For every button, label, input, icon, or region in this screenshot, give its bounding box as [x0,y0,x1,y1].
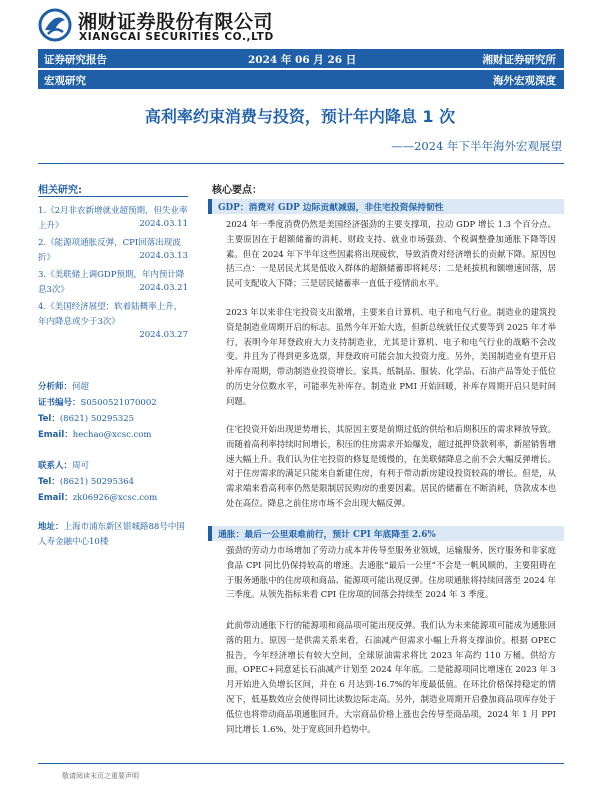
section-gdp-header [208,199,564,214]
related-item[interactable]: 4.《美国经济展望：软着陆概率上升，年内降息或少于3次》 [38,302,183,327]
related-item[interactable]: 2.《能源项通胀反弹，CPI回落出现波折》 [38,238,181,263]
section-inflation-title: 通胀：最后一公里艰难前行，预计 CPI 年底降至 2.6% [218,530,436,540]
gdp-paragraph-1: 2024 年一季度消费仍然是美国经济强劲的主要支撑项，拉动 GDP 增长 1.3 个百分点。主要原因在于超额储蓄的消耗、财政支持、就业市场强劲、个税调整叠加通胀下降等因素。但在 2024 年下半年这些因素将出现疲软，导致消费对经济增长的贡献下降。原因包括三点：一是居民尤其是低收入群体的超额储蓄即将耗尽；二是耗拔机和额增速回落，居民可支配收入下降；三是居民储蓄率一直低于疫情前水平。 [226,219,556,289]
disclaimer-note: 敬请阅读末页之重要声明 [62,772,139,780]
email-label: Email： [38,430,73,440]
related-item-date: 2024.03.21 [139,283,188,293]
contact-email-row [38,491,157,506]
section-inflation-header [208,526,564,541]
cert-row [38,396,157,411]
title-divider [38,163,564,164]
analyst-tel: (8621) 50295325 [59,414,135,424]
company-name-cn: 湘财证券股份有限公司 [78,11,274,33]
gdp-paragraph-3: 住宅投资开始出现逆势增长，其原因主要是前期过低的供给和后期积压的需求释放导致。而随着高利率持续时间增长，积压的住房需求开始爆发，超过抵押贷款利率，新屋销售增速大幅上升。我们认为住宅投资的修复是缓慢的，在美联储降息之前不会大幅反弹增长。对于住房需求的满足只能来自新建住房，有利于带动新房建设投资较高的增长。但是，从需求端来看高利率仍然是限制居民购房的重要因素。居民的储蓄在不断消耗，贷款成本也处在高位。降息之前住房市场不会出现大幅反弹。 [226,424,556,508]
analyst-email[interactable]: hechao@xcsc.com [72,430,152,440]
inflation-paragraph-1: 强劲的劳动力市场增加了劳动力成本并传导至服务业领域，运输服务、医疗服务和非家庭食品 CPI 同比仍保持较高的增速。去通胀“最后一公里”不会是一帆风顺的，主要阻碍在于服务通胀中的住房项和商品、能源项可能出现反弹。住房项通胀将持续回落至 2024 年三季度。从领先指标来看 CPI 住房项的回落会持续至 2024 年 3 季度。 [226,545,556,600]
email-label: Email： [38,493,73,503]
gdp-paragraph-2: 2023 年以来非住宅投资支出激增，主要来自计算机、电子和电气行业。制造业的建筑投资是制造业周期开启的标志。虽然今年开始大选，但新总统就任仪式要等到 2025 年才举行，表明今年拜登政府大力支持制造业，尤其是计算机、电子和电气行业的战略不会改变。并且为了得到更多选票，拜登政府可能会加大投资力度。另外，美国制造业有望开启补库存周期，带动制造业投资增长。家具、纸制品、服装、化学品、石油产品等处于低位的历史分位数水平，可能率先补库存。制造业 PMI 开始回暖，补库存周期开启只是时间问题。 [226,307,556,406]
related-item[interactable]: 3.《美联储上调GDP预期，年内预计降息3次》 [38,270,185,295]
tel-label: Tel： [38,414,60,424]
analyst-label: 分析师： [38,382,73,392]
header-band-bottom [38,70,564,89]
address-label: 地址： [38,522,64,532]
contact-row [38,459,89,474]
contact-name: 周可 [72,461,90,471]
research-subcategory: 海外宏观深度 [493,75,556,87]
contact-email[interactable]: zk06926@xcsc.com [72,493,158,503]
footer-divider [38,763,564,764]
related-research-heading: 相关研究: [38,185,82,196]
contact-tel: (8621) 50295364 [59,477,135,487]
cert-number: S0500521070002 [80,398,157,408]
report-title: 高利率约束消费与投资，预计年内降息 1 次 [144,107,456,126]
contact-label: 联系人： [38,461,73,471]
core-points-heading: 核心要点： [212,185,262,196]
analyst-row [38,380,89,395]
related-divider [38,196,188,197]
report-type: 证券研究报告 [44,54,107,66]
company-logo [38,8,72,42]
cert-label: 证书编号： [38,398,81,408]
research-category: 宏观研究 [44,75,86,87]
related-item[interactable]: 1.《2月非农新增就业超预期，但失业率上升》 [38,206,188,231]
report-subtitle: ——2024 年下半年海外宏观展望 [391,139,562,153]
address-text: 上海市浦东新区银城路88号中国人寿金融中心10楼 [38,522,185,547]
related-item-date: 2024.03.11 [139,219,188,229]
tel-row [38,412,134,427]
header-band-top [38,49,564,68]
address-block [38,520,190,550]
email-row [38,428,151,443]
analyst-name: 何超 [72,382,90,392]
inflation-paragraph-2: 此前带动通胀下行的能源项和商品项可能出现反弹。我们认为未来能源项可能成为通胀回落的阻力。原因一是供需关系来看，石油减产但需求小幅上升将支撑油价。根据 OPEC 报告，今年经济增长有较大空间，全球原油需求将比 2023 年高约 110 万桶。供给方面，OPEC+同意延长石油减产计划至 2024 年年底。二是能源项同比增速在 2023 年 3 月开始进入负增长区间，并在 6 月达到-16.7%的年度最低值。在环比价格保持稳定的情况下，低基数效应会使得同比读数边际走高。另外，制造业周期开启叠加商品项库存处于低位也将带动商品项通胀回升。大宗商品价格上涨也会传导至商品项，2024 年 1 月 PPI 同比增长 1.6%，处于宽底回升趋势中。 [226,620,556,734]
section-gdp-title: GDP：消费对 GDP 边际贡献减弱，非住宅投资保持韧性 [218,203,444,213]
contact-tel-row [38,475,134,490]
related-item-date: 2024.03.27 [139,330,188,340]
report-date: 2024 年 06 月 26 日 [248,54,357,66]
related-item-date: 2024.03.13 [139,251,188,261]
company-name-en: XIANGCAI SECURITIES CO.,LTD [79,31,274,43]
tel-label: Tel： [38,477,60,487]
institute-name: 湘财证券研究所 [482,54,556,66]
